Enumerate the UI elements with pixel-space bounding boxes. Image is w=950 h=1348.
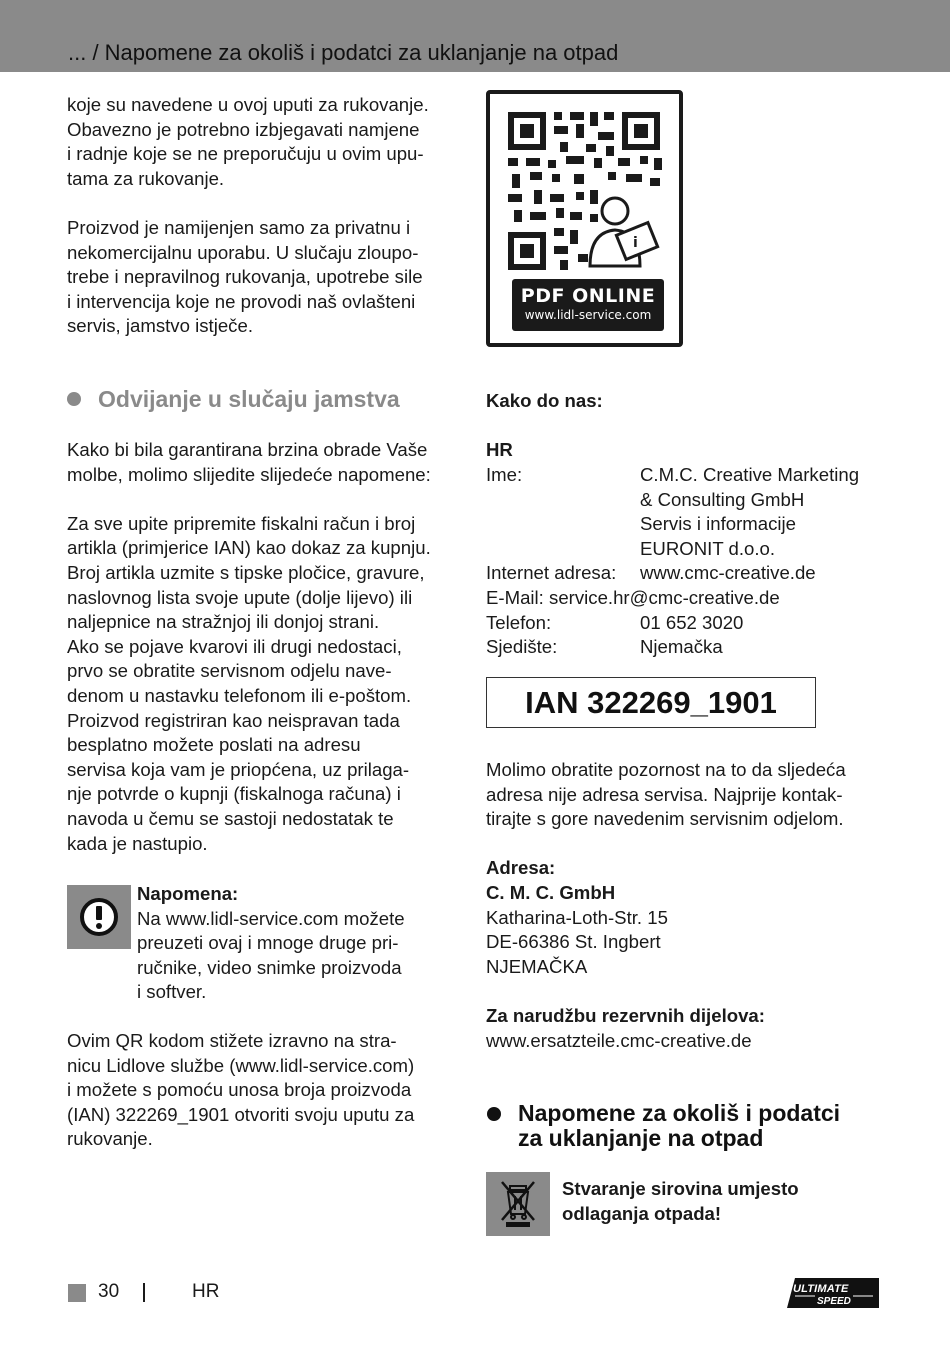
text-line: besplatno možete poslati na adresu xyxy=(67,734,361,756)
address-line: DE-66386 St. Ingbert xyxy=(486,931,661,953)
text-line: Molimo obratite pozornost na to da sljedeća xyxy=(486,759,846,780)
warranty-heading-text: Odvijanje u slučaju jamstva xyxy=(98,386,400,412)
text-line: Kako bi bila garantirana brzina obrade Vaše xyxy=(67,439,428,460)
text-line: preuzeti ovaj i mnoge druge pri- xyxy=(137,932,399,954)
environment-heading-line: za uklanjanje na otpad xyxy=(518,1125,764,1151)
text-line: Ako se pojave kvarovi ili drugi nedostaci, xyxy=(67,635,402,657)
text-line: i softver. xyxy=(137,981,207,1003)
text-line: adresa nije adresa servisa. Najprije kontak- xyxy=(486,783,843,805)
text-line: kada je nastupio. xyxy=(67,832,208,854)
contact-value: EURONIT d.o.o. xyxy=(640,537,776,559)
contact-key: Telefon: xyxy=(486,611,552,633)
text-line: rukovanje. xyxy=(67,1128,153,1150)
text-line: Proizvod registriran kao neispravan tada xyxy=(67,709,400,731)
contact-value: Servis i informacije xyxy=(640,513,797,535)
text-line: nje potvrde o kupnji (fiskalnoga računa) i xyxy=(67,783,401,805)
text-line: denom u nastavku telefonom ili e-poštom. xyxy=(67,684,412,706)
svg-text:i: i xyxy=(633,235,638,251)
qr-code-icon xyxy=(490,94,679,274)
parts-link[interactable]: www.ersatzteile.cmc-creative.de xyxy=(486,1029,752,1051)
phone-number[interactable]: 01 652 3020 xyxy=(640,611,744,633)
text-line: tirajte s gore navedenim servisnim odjelom. xyxy=(486,808,844,830)
note-block xyxy=(137,882,405,1005)
address-line: NJEMAČKA xyxy=(486,955,588,977)
text-line: servisa koja vam je priopćena, uz prilaga- xyxy=(67,758,410,780)
text-line: trebe i nepravilnog rukovanja, upotrebe sile xyxy=(67,266,423,288)
address-line: Katharina-Loth-Str. 15 xyxy=(486,906,668,928)
text-line: nekomercijalnu uporabu. U slučaju zloupo- xyxy=(67,241,419,263)
text-line: i intervencija koje ne provodi naš ovlašteni xyxy=(67,290,416,312)
text-line: tama za rukovanje. xyxy=(67,167,225,189)
intro-text xyxy=(67,93,467,339)
qr-label xyxy=(512,279,664,331)
text-line: naljepnice na stražnjoj ili donjoj strani. xyxy=(67,611,380,633)
ultimate-speed-logo xyxy=(787,1278,879,1308)
contact-key: Internet adresa: xyxy=(486,562,617,584)
ian-number-box: IAN 322269_1901 xyxy=(486,677,816,728)
svg-text:SPEED: SPEED xyxy=(817,1296,851,1307)
bullet-icon xyxy=(487,1107,501,1121)
page-number: 30 xyxy=(98,1281,120,1302)
text-line: navoda u čemu se sastoji nedostatak te xyxy=(67,807,394,829)
contact-value: C.M.C. Creative Marketing xyxy=(640,464,860,485)
text-line: servis, jamstvo istječe. xyxy=(67,315,253,337)
text-line: koje su navedene u ovoj uputi za rukovanje. xyxy=(67,94,429,115)
text-line: Za sve upite pripremite fiskalni račun i broj xyxy=(67,512,416,534)
contact-heading-block xyxy=(486,389,886,463)
text-line: Proizvod je namijenjen samo za privatnu i xyxy=(67,216,411,238)
recycling-note xyxy=(562,1177,799,1226)
text-line: (IAN) 322269_1901 otvoriti svoju uputu za xyxy=(67,1103,415,1125)
text-line: Stvaranje sirovina umjesto xyxy=(562,1178,799,1199)
text-line: i možete s pomoću unosa broja proizvoda xyxy=(67,1079,412,1101)
crossed-bin-icon xyxy=(486,1172,550,1236)
contact-heading: Kako do nas: xyxy=(486,390,603,411)
address-company: C. M. C. GmbH xyxy=(486,881,616,903)
text-line: prvo se obratite servisnom odjelu nave- xyxy=(67,660,392,682)
note-title: Napomena: xyxy=(137,883,239,904)
environment-heading-line: Napomene za okoliš i podatci xyxy=(518,1100,841,1126)
warranty-heading xyxy=(67,386,400,413)
qr-code-panel[interactable] xyxy=(486,90,683,347)
text-line: molbe, molimo slijedite slijedeće napomene: xyxy=(67,463,431,485)
bullet-icon xyxy=(67,392,81,406)
country-code: HR xyxy=(486,439,513,461)
text-line: Ovim QR kodom stižete izravno na stra- xyxy=(67,1030,397,1051)
website-link[interactable]: www.cmc-creative.de xyxy=(640,562,816,584)
address-label: Adresa: xyxy=(486,857,556,879)
text-line: artikla (primjerice IAN) kao dokaz za kupnju. xyxy=(67,537,431,559)
header-title: ... / Napomene za okoliš i podatci za uklanjanje na otpad xyxy=(68,40,619,65)
page-header xyxy=(0,0,950,72)
text-line: Broj artikla uzmite s tipske pločice, gravure, xyxy=(67,561,425,583)
parts-label: Za narudžbu rezervnih dijelova: xyxy=(486,1004,765,1026)
footer-square xyxy=(68,1284,86,1302)
qr-url[interactable]: www.lidl-service.com xyxy=(524,308,652,322)
text-line: Obavezno je potrebno izbjegavati namjene xyxy=(67,118,420,140)
contact-key: Sjedište: xyxy=(486,636,558,658)
email-link[interactable]: E-Mail: service.hr@cmc-creative.de xyxy=(486,586,780,608)
qr-title: PDF ONLINE xyxy=(520,285,656,307)
text-line: nicu Lidlove službe (www.lidl-service.com) xyxy=(67,1054,415,1076)
text-line: naslovnog lista svoje upute (dolje lijevo) ili xyxy=(67,586,413,608)
warning-icon xyxy=(67,885,131,949)
text-line: odlaganja otpada! xyxy=(562,1202,722,1224)
footer-divider xyxy=(143,1283,145,1302)
contact-key: Ime: xyxy=(486,464,523,485)
address-block xyxy=(486,758,886,1053)
text-line: i radnje koje se ne preporučuju u ovim upu- xyxy=(67,143,424,165)
svg-text:ULTIMATE: ULTIMATE xyxy=(793,1283,849,1295)
warranty-text xyxy=(67,438,467,856)
contact-value: & Consulting GmbH xyxy=(640,488,805,510)
language-code: HR xyxy=(192,1281,220,1302)
qr-info-text xyxy=(67,1029,467,1152)
text-line: ručnike, video snimke proizvoda xyxy=(137,956,402,978)
text-line: Na www.lidl-service.com možete xyxy=(137,907,405,929)
contact-value: Njemačka xyxy=(640,636,723,658)
